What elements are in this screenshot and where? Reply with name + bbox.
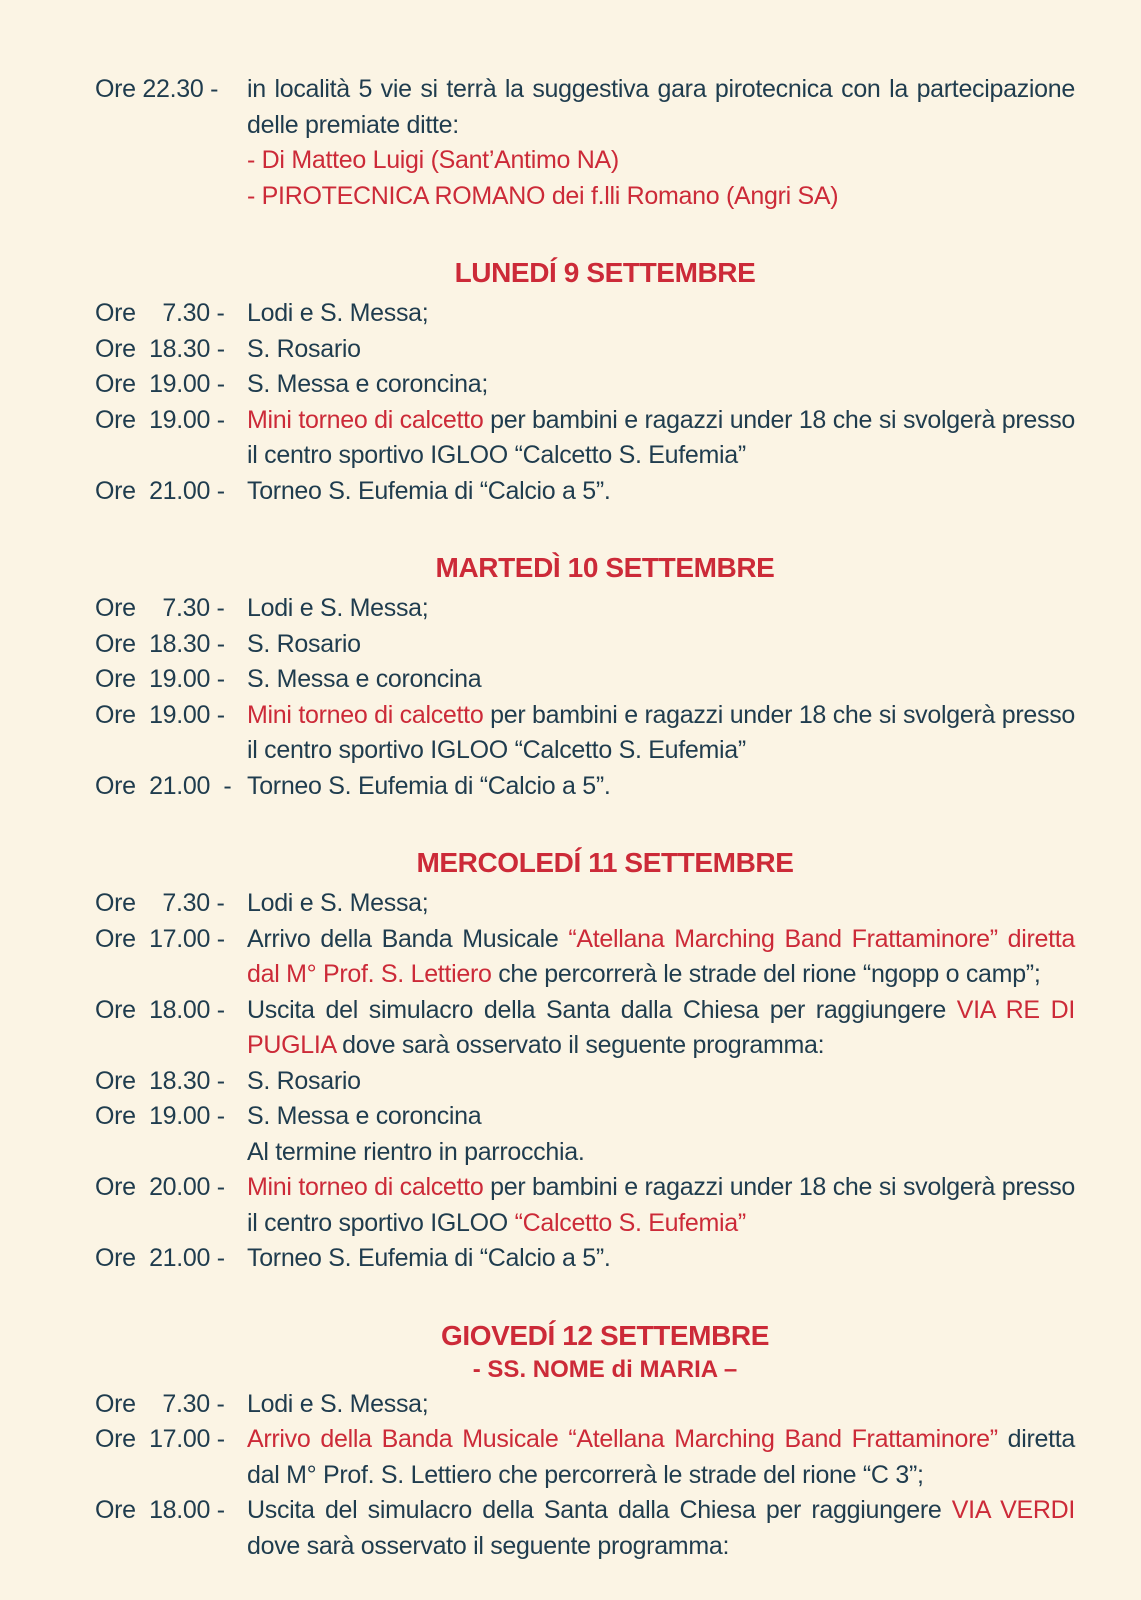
event-text	[247, 403, 1075, 474]
day-heading: MARTEDÌ 10 SETTEMBRE	[435, 552, 775, 583]
event-text	[247, 1493, 1075, 1564]
event-time: Ore 21.00 -	[95, 771, 232, 800]
event-time: Ore 21.00 -	[95, 476, 225, 505]
event-text	[247, 1241, 1075, 1277]
highlight-text: VIA RE DI PUGLIA	[247, 995, 1075, 1059]
event-text-part: S. Rosario	[247, 1066, 361, 1095]
event-row	[95, 474, 1075, 510]
event-row	[95, 591, 1075, 627]
event-text-part: Arrivo della Banda Musicale	[247, 924, 569, 953]
event-row	[95, 1099, 1075, 1170]
event-text-part: S. Rosario	[247, 334, 361, 363]
event-text	[247, 474, 1075, 510]
event-text	[247, 1099, 1075, 1170]
event-time: Ore 22.30 -	[95, 75, 219, 103]
event-text-part: Lodi e S. Messa;	[247, 594, 429, 622]
event-text-part: per bambini e ragazzi under 18 che si svolgerà presso il centro sportivo IGLOO “Calcetto S. Eufemia”	[247, 700, 1076, 764]
event-row	[95, 332, 1075, 368]
event-row	[95, 367, 1075, 403]
event-text-part: Uscita del simulacro della Santa dalla Chiesa per raggiungere	[247, 1496, 952, 1524]
event-time: Ore 19.00 -	[95, 665, 225, 693]
event-row	[95, 1387, 1075, 1423]
event-time: Ore 7.30 -	[95, 299, 225, 327]
event-row	[95, 1422, 1075, 1493]
event-text-part: S. Rosario	[247, 629, 361, 658]
event-text	[247, 296, 1075, 332]
event-text	[247, 627, 1075, 663]
event-text	[247, 1422, 1075, 1493]
day-heading: MERCOLEDÍ 11 SETTEMBRE	[416, 847, 794, 878]
event-time: Ore 20.00 -	[95, 1173, 225, 1201]
intro-row	[95, 72, 1075, 214]
event-text-part: Lodi e S. Messa;	[247, 1389, 429, 1418]
event-text	[247, 769, 1075, 805]
event-text	[247, 698, 1075, 769]
event-text-part: Lodi e S. Messa;	[247, 889, 429, 917]
event-text-part: diretta dal M° Prof. S. Lettiero che percorrerà le strade del rione “C 3”;	[247, 1425, 1075, 1489]
event-row	[95, 1493, 1075, 1564]
event-row	[95, 1064, 1075, 1100]
day-heading: GIOVEDÍ 12 SETTEMBRE	[440, 1319, 770, 1351]
event-time: Ore 7.30 -	[95, 889, 225, 917]
event-time: Ore 19.00 -	[95, 405, 225, 434]
event-time: Ore 17.00 -	[95, 924, 225, 953]
event-text	[247, 1064, 1075, 1100]
company-item: - Di Matteo Luigi (Sant’Antimo NA)	[247, 146, 619, 174]
highlight-text: Mini torneo di calcetto	[247, 1173, 484, 1201]
event-row	[95, 886, 1075, 922]
event-text-part: dove sarà osservato il seguente programma:	[247, 1531, 730, 1560]
event-time: Ore 18.30 -	[95, 1066, 225, 1095]
event-text-part: Torneo S. Eufemia di “Calcio a 5”.	[247, 1244, 611, 1272]
event-text	[247, 332, 1075, 368]
event-row	[95, 698, 1075, 769]
event-row	[95, 769, 1075, 805]
event-text	[247, 591, 1075, 627]
event-text	[247, 72, 1075, 214]
event-text-part: dove sarà osservato il seguente programma:	[335, 1031, 825, 1059]
event-time: Ore 18.30 -	[95, 629, 225, 658]
event-text-part: Lodi e S. Messa;	[247, 299, 429, 327]
highlight-text: Arrivo della Banda Musicale “Atellana Marching Band Frattaminore”	[247, 1425, 998, 1453]
highlight-text: “Atellana Marching Band Frattaminore” diretta dal M° Prof. S. Lettiero	[247, 924, 1075, 988]
event-time: Ore 19.00 -	[95, 370, 225, 398]
event-text-part: S. Messa e coroncina	[247, 665, 482, 693]
event-text-part: Torneo S. Eufemia di “Calcio a 5”.	[247, 771, 611, 800]
event-time: Ore 18.00 -	[95, 995, 225, 1024]
day-subtitle: - SS. NOME di MARIA –	[472, 1355, 738, 1383]
event-time: Ore 17.00 -	[95, 1425, 225, 1453]
event-text-part: S. Messa e coroncina	[247, 1102, 482, 1130]
event-time: Ore 21.00 -	[95, 1244, 225, 1272]
event-text	[247, 662, 1075, 698]
event-text-part: S. Messa e coroncina;	[247, 370, 489, 398]
day-heading: LUNEDÍ 9 SETTEMBRE	[454, 257, 756, 288]
event-text	[247, 886, 1075, 922]
event-text	[247, 993, 1075, 1064]
intro-text: in località 5 vie si terrà la suggestiva gara pirotecnica con la partecipazione delle premiate ditte:	[247, 75, 1075, 139]
event-text	[247, 922, 1075, 993]
event-text-part: Torneo S. Eufemia di “Calcio a 5”.	[247, 476, 611, 505]
event-row	[95, 993, 1075, 1064]
event-row	[95, 296, 1075, 332]
event-text	[247, 1387, 1075, 1423]
event-text-part: per bambini e ragazzi under 18 che si svolgerà presso il centro sportivo IGLOO “Calcetto S. Eufemia”	[247, 405, 1076, 469]
highlight-text: VIA VERDI	[951, 1496, 1075, 1524]
event-text	[247, 367, 1075, 403]
event-row	[95, 662, 1075, 698]
highlight-text: Mini torneo di calcetto	[247, 405, 484, 434]
event-row	[95, 922, 1075, 993]
event-text	[247, 1170, 1075, 1241]
event-text-part: per bambini e ragazzi under 18 che si svolgerà presso il centro sportivo IGLOO	[247, 1173, 1076, 1237]
company-item: - PIROTECNICA ROMANO dei f.lli Romano (Angri SA)	[247, 181, 839, 210]
days-container	[95, 256, 1075, 1564]
event-time: Ore 18.00 -	[95, 1496, 225, 1524]
event-row	[95, 627, 1075, 663]
event-text-part: Uscita del simulacro della Santa dalla Chiesa per raggiungere	[247, 995, 957, 1024]
event-text-part: che percorrerà le strade del rione “ngopp o camp”;	[491, 960, 1041, 988]
event-note: Al termine rientro in parrocchia.	[247, 1137, 585, 1166]
highlight-text: “Calcetto S. Eufemia”	[514, 1208, 746, 1237]
event-row	[95, 1170, 1075, 1241]
event-time: Ore 19.00 -	[95, 1102, 225, 1130]
event-time: Ore 19.00 -	[95, 700, 225, 729]
event-time: Ore 18.30 -	[95, 334, 225, 363]
event-row	[95, 1241, 1075, 1277]
event-time: Ore 7.30 -	[95, 1389, 225, 1418]
highlight-text: Mini torneo di calcetto	[247, 700, 484, 729]
event-time: Ore 7.30 -	[95, 594, 225, 622]
event-row	[95, 403, 1075, 474]
